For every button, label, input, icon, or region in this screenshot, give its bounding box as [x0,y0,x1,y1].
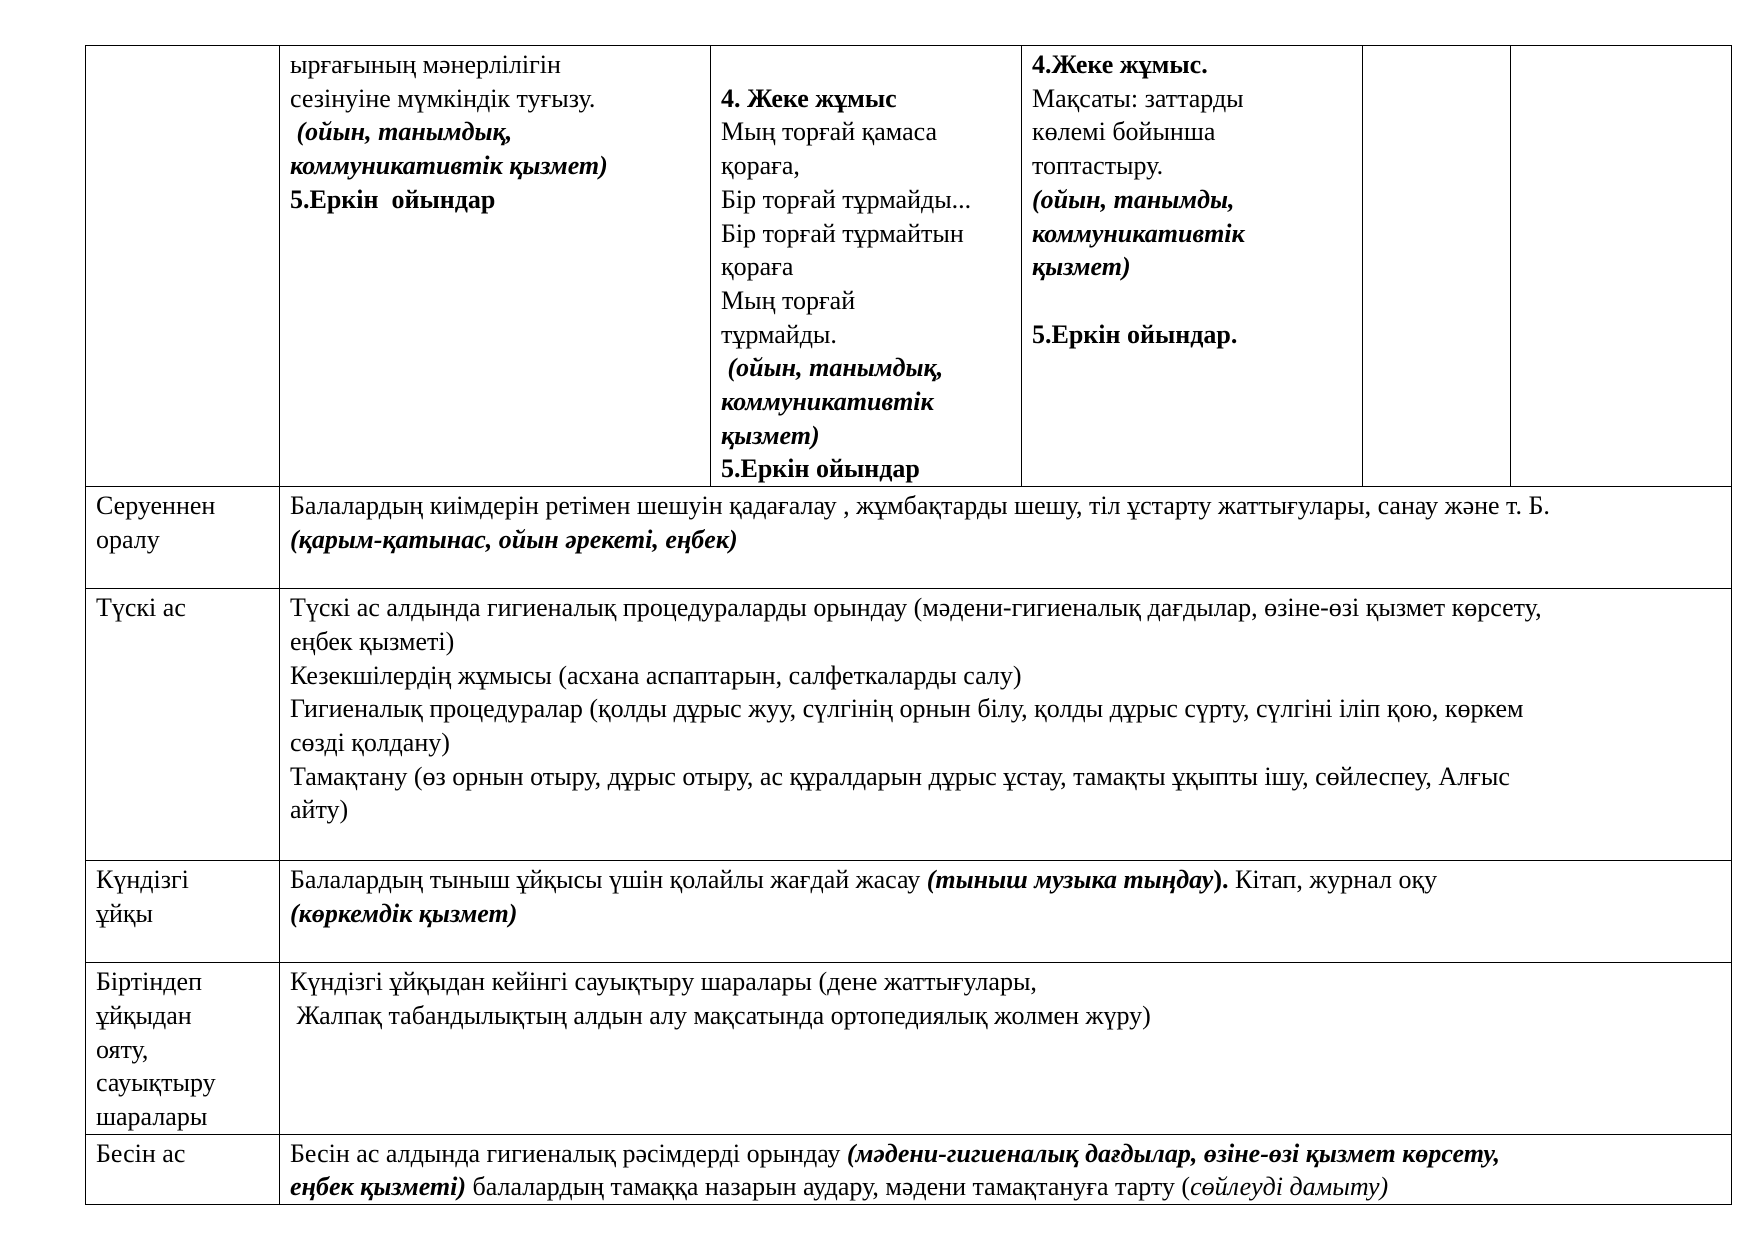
activity-type-text: (ойын, танымды, [1032,184,1235,214]
row-label: Біртіндеп [96,967,202,997]
activity-type-text: коммуникативтік [1032,218,1245,248]
spacer [721,48,1011,82]
activity-type-text: (ойын, танымдық, [290,117,513,147]
row-label-cell [86,1134,280,1204]
table-row [86,861,1732,963]
free-play-heading: 5.Еркін ойындар. [1032,319,1238,349]
text-line: сөзді қолдану) [290,727,450,757]
row1-col4-cell [1022,46,1363,487]
text-line: Мың торғай [721,285,856,315]
text-line [290,1170,1721,1204]
text-line: Түскі ас алдында гигиеналық процедураларды орындау (мәдени-гигиеналық дағдылар, өзіне-өзі қызмет көрсету, [290,593,1542,623]
activity-type-text: (мәдени-гигиеналық дағдылар, өзіне-өзі қызмет көрсету, [846,1138,1501,1168]
activity-type-text: еңбек қызметі) [290,1172,466,1202]
row-content-cell [280,589,1732,861]
text-segment: Кітап, журнал оқу [1234,865,1438,895]
row-label: ұйқыдан [96,1000,192,1030]
text-segment: ). [1213,865,1235,895]
text-line: тұрмайды. [721,319,837,349]
text-line: Кезекшілердің жұмысы (асхана аспаптарын, салфеткаларды салу) [290,660,1022,690]
activity-type-text: коммуникативтік [721,387,934,417]
activity-type-text: қызмет) [1032,252,1131,282]
row1-col5-cell [1363,46,1511,487]
activity-type-text: (тыныш музыка тыңдау [926,865,1214,895]
row-label-cell [86,963,280,1135]
table-row [86,487,1732,589]
activity-type-text: коммуникативтік қызмет) [290,151,608,181]
activity-type-text: қызмет) [721,420,820,450]
text-line [290,863,1721,897]
text-line [290,1137,1721,1171]
free-play-heading: 5.Еркін ойындар [290,184,496,214]
text-line: Жалпақ табандылықтың алдын алу мақсатында ортопедиялық жолмен жүру) [290,1000,1151,1030]
individual-work-heading: 4.Жеке жұмыс. [1032,50,1208,79]
text-line: қораға, [721,151,800,181]
text-segment: балалардың тамаққа назарын аудару, мәдени тамақтануға тарту ( [466,1172,1191,1202]
text-line: Бір торғай тұрмайтын [721,218,964,248]
table-row [86,963,1732,1135]
activity-type-text: (көркемдік қызмет) [290,898,518,928]
row1-label-cell [86,46,280,487]
row-content-cell [280,861,1732,963]
text-segment: Балалардың тыныш ұйқысы үшін қолайлы жағдай жасау [290,865,927,895]
row-label: Бесін ас [96,1138,186,1168]
row-label: сауықтыру [96,1068,216,1098]
text-line: еңбек қызметі) [290,626,455,656]
row-label: оралу [96,524,160,554]
row-label: ұйқы [96,898,154,928]
text-line: Мақсаты: заттарды [1032,83,1244,113]
text-line: қораға [721,252,794,282]
row1-col2-cell [280,46,711,487]
text-line: сезінуіне мүмкіндік туғызу. [290,83,596,113]
text-line: Мың торғай қамаса [721,117,938,147]
activity-type-text: сөйлеуді дамыту) [1190,1172,1389,1202]
text-line: Бір торғай тұрмайды... [721,184,972,214]
row-label-cell [86,861,280,963]
activity-type-text: (қарым-қатынас, ойын әрекеті, еңбек) [290,524,738,554]
table-row [86,589,1732,861]
activity-type-text: (ойын, танымдық, [721,353,944,383]
text-line: топтастыру. [1032,151,1164,181]
row-content-cell [280,963,1732,1135]
text-line: көлемі бойынша [1032,117,1216,147]
text-segment: Бесін ас алдында гигиеналық рәсімдерді орындау [290,1138,847,1168]
row-label: ояту, [96,1034,149,1064]
table-row [86,46,1732,487]
text-line: Гигиеналық процедуралар (қолды дұрыс жуу, сүлгінің орнын білу, қолды дұрыс сүрту, сүлгіні іліп қою, көркем [290,694,1524,724]
row-content-cell [280,1134,1732,1204]
text-line: Тамақтану (өз орнын отыру, дұрыс отыру, ас құралдарын дұрыс ұстау, тамақты ұқыпты ішу, сөйлеспеу, Алғыс [290,761,1510,791]
row-label: Күндізгі [96,865,189,895]
row-label-cell [86,589,280,861]
text-line: айту) [290,795,349,825]
spacer [1032,284,1352,318]
table-row [86,1134,1732,1204]
row-label: Түскі ас [96,593,186,623]
row-content-cell [280,487,1732,589]
row-label: Серуеннен [96,491,216,521]
individual-work-heading: 4. Жеке жұмыс [721,83,897,113]
row1-col6-cell [1511,46,1732,487]
daily-schedule-table [85,45,1732,1205]
row1-col3-cell [711,46,1022,487]
row-label-cell [86,487,280,589]
text-line: Күндізгі ұйқыдан кейінгі сауықтыру шаралары (дене жаттығулары, [290,967,1037,997]
free-play-heading: 5.Еркін ойындар [721,454,920,484]
text-line: ырғағының мәнерлілігін [290,50,561,79]
text-line: Балалардың киімдерін ретімен шешуін қадағалау , жұмбақтарды шешу, тіл ұстарту жаттығулары, санау және т. Б. [290,491,1550,521]
row-label: шаралары [96,1101,208,1131]
